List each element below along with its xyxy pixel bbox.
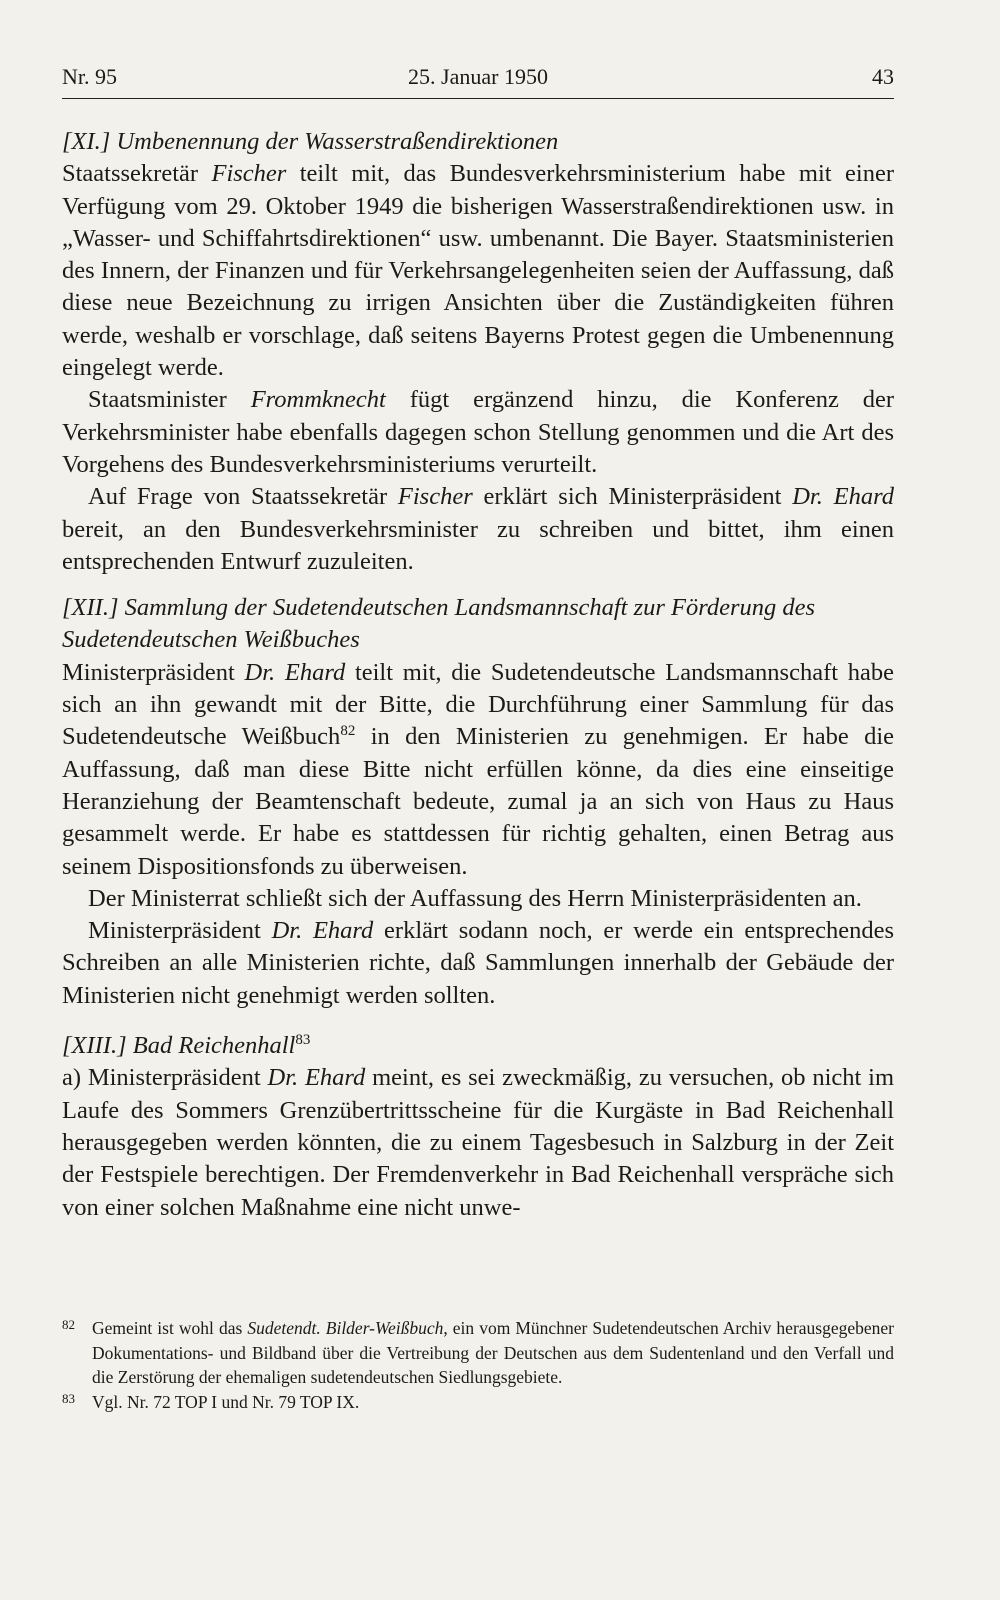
section-title: Bad Reichenhall — [132, 1032, 296, 1060]
paragraph: Ministerpräsident Dr. Ehard teilt mit, die Sudetendeutsche Landsmannschaft habe sich an ihn gewandt mit der Bitte, die Durchführung einer Sammlung für das Sudetendeutsche Weißbuch$^{82}$ in den Ministerien zu genehmigen. Er habe die Auffassung, daß man diese Bitte nicht erfüllen könne, da dies eine einseitige Heranziehung der Beamtenschaft bedeute, zumal ja an sich von Haus zu Haus gesammelt werde. Er habe es stattdessen für richtig gehalten, einen Betrag aus seinem Dispositionsfonds zu überweisen. — [62, 658, 895, 880]
section-title: Umbenennung der Wasserstraßendirektionen — [116, 128, 559, 155]
section-label: [XIII.] — [62, 1032, 127, 1060]
running-header — [62, 60, 894, 99]
person-name: Dr. Ehard — [792, 483, 894, 511]
header-date: 25. Januar 1950 — [408, 64, 548, 89]
section-title: Sammlung der Sudetendeutschen Landsmannschaft zur Förderung des Sudetendeutschen Weißbuches — [62, 594, 816, 654]
paragraph: Der Ministerrat schließt sich der Auffassung des Herrn Ministerpräsidenten an. — [88, 884, 862, 912]
footnote: 83 Vgl. Nr. 72 TOP I und Nr. 79 TOP IX. — [62, 1390, 894, 1415]
section-xi-heading — [62, 126, 894, 158]
person-name: Dr. Ehard — [271, 917, 374, 945]
section-xii-heading — [62, 592, 894, 657]
footnote: 82 Gemeint ist wohl das Sudetendt. Bilder-Weißbuch, ein vom Münchner Sudetendeutschen Archiv herausgegebener Dokumentations- und Bildband über die Vertreibung der Deutschen aus dem Sudentenland und den Verfall und die Zerstörung der ehemaligen sudetendeutschen Siedlungsgebiete. — [62, 1316, 894, 1390]
section-label: [XII.] — [62, 594, 119, 622]
paragraph: a) Ministerpräsident Dr. Ehard meint, es sei zweckmäßig, zu versuchen, ob nicht im Laufe des Sommers Grenzübertrittsscheine für die Kurgäste in Bad Reichenhall herausgegeben werden könnten, die zu einem Tagesbesuch in Salzburg in der Zeit der Festspiele berechtigen. Der Fremdenverkehr in Bad Reichenhall verspräche sich von einer solchen Maßnahme eine nicht unwe- — [62, 1064, 894, 1221]
paragraph: Ministerpräsident Dr. Ehard erklärt sodann noch, er werde ein entsprechendes Schreiben an alle Ministerien richte, daß Sammlungen innerhalb der Gebäude der Ministerien nicht genehmigt werden sollten. — [62, 917, 895, 1009]
section-xiii-heading — [62, 1030, 894, 1062]
footnote-reference[interactable]: 82 — [340, 723, 356, 740]
footnote-reference[interactable]: 83 — [295, 1032, 311, 1049]
main-text — [62, 126, 894, 1224]
book-title: Sudetendt. Bilder-Weißbuch — [247, 1318, 444, 1338]
footnotes — [62, 1316, 894, 1414]
page-number: 43 — [872, 64, 894, 89]
paragraph: Staatsminister Frommknecht fügt ergänzend hinzu, die Konferenz der Verkehrsminister habe ebenfalls dagegen schon Stellung genommen und die Art des Vorgehens des Bundesverkehrsministeriums verurteilt. — [62, 386, 894, 478]
person-name: Fischer — [397, 483, 473, 511]
document-number: Nr. 95 — [62, 64, 117, 89]
person-name: Fischer — [211, 160, 287, 188]
paragraph: Staatssekretär Fischer teilt mit, das Bundesverkehrsministerium habe mit einer Verfügung vom 29. Oktober 1949 die bisherigen Wasserstraßendirektionen usw. in „Wasser- und Schiffahrtsdirektionen“ usw. umbenannt. Die Bayer. Staatsministerien des Innern, der Finanzen und für Verkehrsangelegenheiten seien der Auffassung, daß diese neue Bezeichnung zu irrigen Ansichten über die Zuständigkeiten führen werde, weshalb er vorschlage, daß seitens Bayerns Protest gegen die Umbenennung eingelegt werde. — [62, 160, 894, 382]
footnote-number: 83 — [62, 1390, 75, 1406]
person-name: Dr. Ehard — [244, 658, 346, 686]
person-name: Frommknecht — [250, 386, 386, 414]
person-name: Dr. Ehard — [267, 1064, 366, 1092]
paragraph: Auf Frage von Staatssekretär Fischer erklärt sich Ministerpräsident Dr. Ehard bereit, an den Bundesverkehrsminister zu schreiben und bittet, ihm einen entsprechenden Entwurf zuzuleiten. — [62, 483, 894, 575]
section-label: [XI.] — [62, 128, 111, 155]
footnote-number: 82 — [62, 1317, 75, 1332]
